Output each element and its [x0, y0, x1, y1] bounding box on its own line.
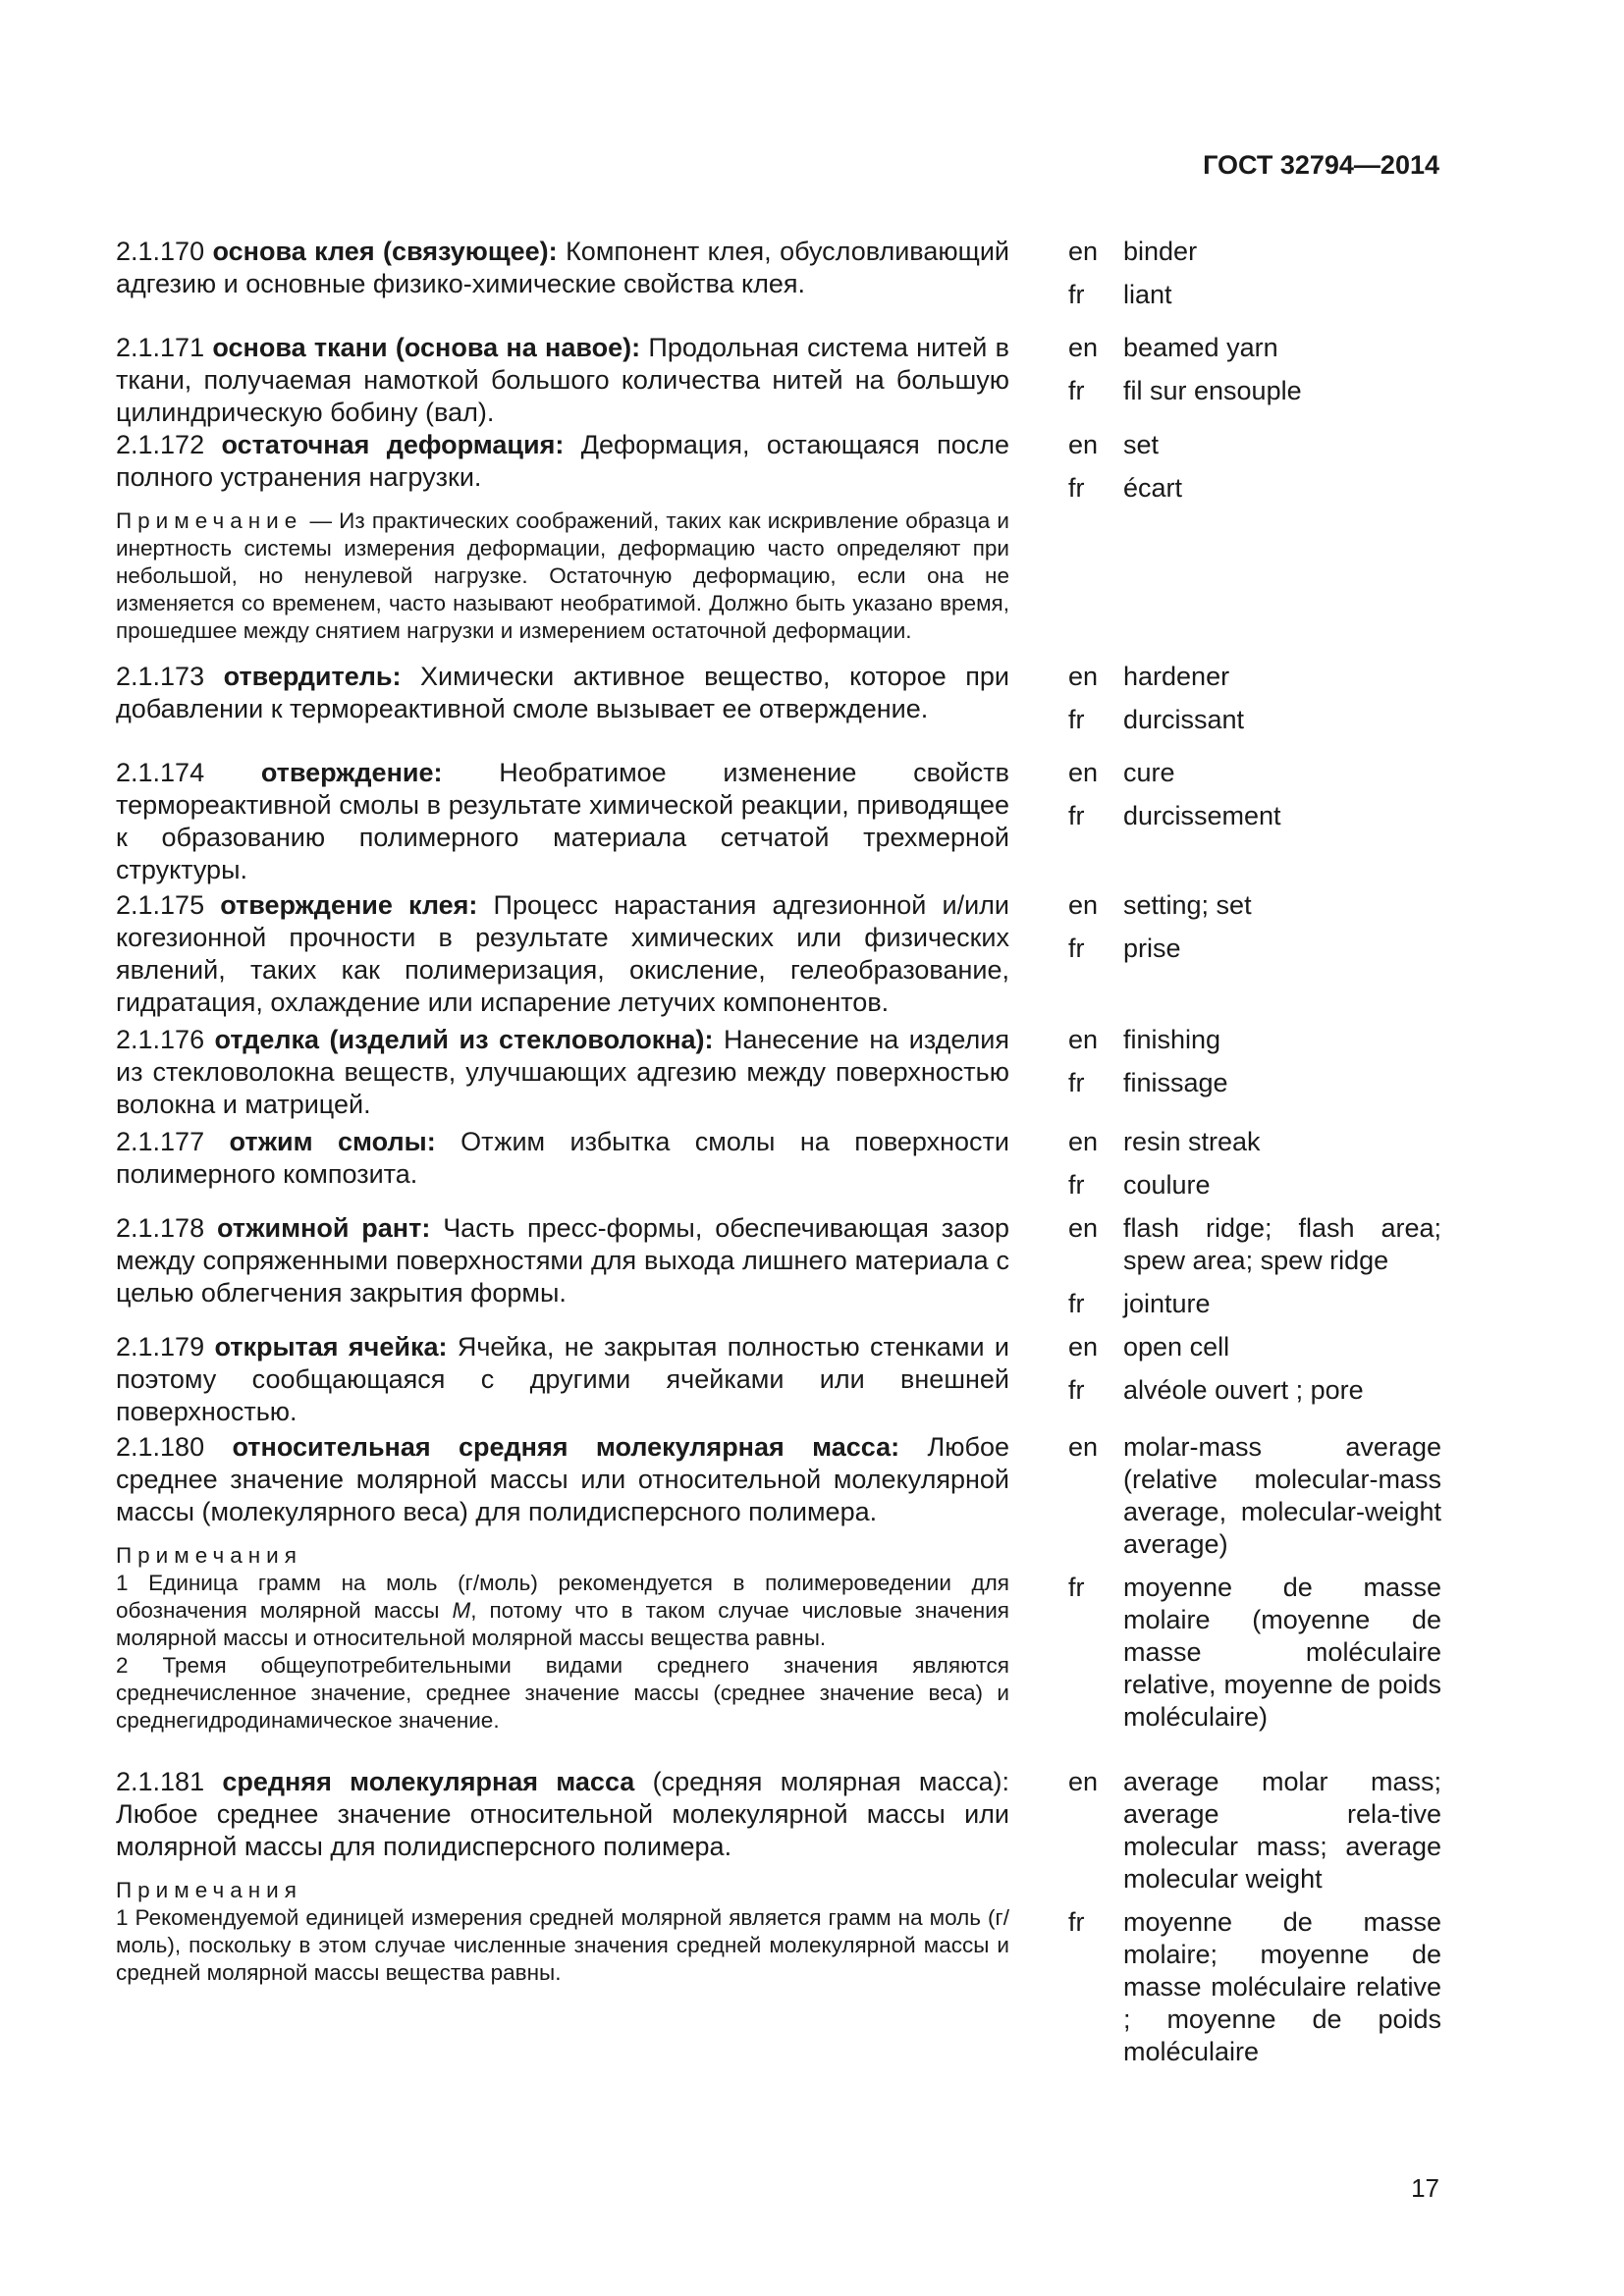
- entry-definition-column: [116, 1126, 1009, 1212]
- entry-number: 2.1.175: [116, 890, 205, 920]
- entry-number: 2.1.177: [116, 1127, 205, 1156]
- entry-text: Продольная система нитей в ткани, получаемая намоткой большого количества нитей на большую цилиндрическую бобину (вал).: [116, 333, 1009, 427]
- en-term: hardener: [1123, 662, 1230, 691]
- entry-number: 2.1.173: [116, 662, 205, 691]
- entry-term: отвердитель:: [223, 662, 402, 691]
- note-item: [116, 1904, 1009, 1987]
- entry-definition: [116, 1126, 1009, 1191]
- lang-code-fr: fr: [1068, 1573, 1085, 1602]
- entry-definition-column: [116, 1331, 1009, 1428]
- entry-term: отжим смолы:: [229, 1127, 436, 1156]
- note-paragraph: [116, 507, 1009, 645]
- note-heading: [116, 1877, 1009, 1904]
- entry-term: остаточная деформация:: [221, 430, 565, 459]
- en-equivalent: [1068, 1212, 1441, 1277]
- note-label: Примечания: [116, 1543, 302, 1568]
- glossary-entry: [116, 1024, 1441, 1121]
- entry-equivalents: [1068, 757, 1441, 886]
- glossary-entry: [116, 1431, 1441, 1744]
- entry-equivalents: [1068, 236, 1441, 322]
- entry-equivalents: [1068, 1126, 1441, 1212]
- fr-equivalent: [1068, 704, 1441, 736]
- en-equivalent: [1068, 236, 1441, 268]
- entry-term: отверждение:: [260, 758, 443, 787]
- entry-term: относительная средняя молекулярная масса:: [232, 1432, 900, 1462]
- entry-equivalents: [1068, 1331, 1441, 1428]
- lang-code-fr: fr: [1068, 280, 1085, 309]
- entry-note: [116, 507, 1009, 645]
- entry-text: Деформация, остающаяся после полного устранения нагрузки.: [116, 430, 1009, 492]
- entry-term: открытая ячейка:: [214, 1332, 448, 1362]
- entry-number: 2.1.172: [116, 430, 205, 459]
- entry-text: Отжим избытка смолы на поверхности полимерного композита.: [116, 1127, 1009, 1189]
- glossary-content: [116, 236, 1441, 2079]
- entry-text: Химически активное вещество, которое при добавлении к термореактивной смоле вызывает ее отверждение.: [116, 662, 1009, 723]
- entry-term: отделка (изделий из стекловолокна):: [214, 1025, 714, 1054]
- fr-equivalent: [1068, 1288, 1441, 1320]
- glossary-entry: [116, 1331, 1441, 1428]
- en-term: molar-mass average (relative molecular-mass average, molecular-weight average): [1123, 1432, 1441, 1559]
- entry-text: Часть пресс-формы, обеспечивающая зазор между сопряженными поверхностями для выхода лишнего материала с целью облегчения закрытия формы.: [116, 1213, 1009, 1308]
- en-equivalent: [1068, 1126, 1441, 1158]
- fr-term: écart: [1123, 473, 1183, 503]
- en-term: binder: [1123, 237, 1198, 266]
- entry-definition: [116, 1431, 1009, 1528]
- molar-mass-symbol: M: [452, 1598, 471, 1623]
- entry-equivalents: [1068, 429, 1441, 645]
- entry-definition: [116, 332, 1009, 429]
- entry-definition-column: [116, 1024, 1009, 1121]
- fr-term: prise: [1123, 934, 1181, 963]
- note-text: — Из практических соображений, таких как искривление образца и инертность системы измерения деформации, деформацию часто определяют при небольшой, но ненулевой нагрузке. Остаточную деформацию, если она не изменяется со временем, часто называют необратимой. Должно быть указано время, прошедшее между снятием нагрузки и измерением остаточной деформации.: [116, 508, 1009, 643]
- entry-text: Любое среднее значение молярной массы или относительной молекулярной массы (молекулярного веса) для полидисперсного полимера.: [116, 1432, 1009, 1526]
- en-equivalent: [1068, 332, 1441, 364]
- glossary-entry: [116, 429, 1441, 645]
- en-equivalent: [1068, 1331, 1441, 1363]
- entry-definition-column: [116, 889, 1009, 1019]
- entry-equivalents: [1068, 889, 1441, 1019]
- entry-definition: [116, 1212, 1009, 1309]
- page-number: 17: [1411, 2173, 1439, 2203]
- en-term: flash ridge; flash area; spew area; spew ridge: [1123, 1213, 1441, 1275]
- entry-definition-column: [116, 1766, 1009, 2079]
- entry-note: [116, 1877, 1009, 1987]
- document-header: ГОСТ 32794—2014: [1203, 150, 1439, 180]
- en-term: finishing: [1123, 1025, 1221, 1054]
- fr-term: coulure: [1123, 1170, 1211, 1200]
- glossary-entry: [116, 757, 1441, 886]
- lang-code-fr: fr: [1068, 1375, 1085, 1405]
- en-term: resin streak: [1123, 1127, 1261, 1156]
- entry-definition: [116, 236, 1009, 300]
- entry-note: [116, 1542, 1009, 1735]
- fr-equivalent: [1068, 472, 1441, 505]
- entry-equivalents: [1068, 1431, 1441, 1744]
- note-item: [116, 1570, 1009, 1652]
- glossary-entry: [116, 661, 1441, 747]
- entry-term: основа ткани (основа на навое):: [212, 333, 641, 362]
- glossary-entry: [116, 1212, 1441, 1331]
- entry-term: отверждение клея:: [220, 890, 478, 920]
- entry-definition-column: [116, 429, 1009, 645]
- note-label: Примечание: [116, 508, 303, 533]
- glossary-entry: [116, 236, 1441, 322]
- entry-number: 2.1.181: [116, 1767, 205, 1796]
- fr-equivalent: [1068, 375, 1441, 407]
- entry-definition: [116, 757, 1009, 886]
- note-item-text: 1 Единица грамм на моль (г/моль) рекомендуется в полимероведении для обозначения молярной массы: [116, 1571, 1009, 1623]
- fr-term: fil sur ensouple: [1123, 376, 1302, 405]
- entry-definition: [116, 1331, 1009, 1428]
- lang-code-fr: fr: [1068, 1907, 1085, 1937]
- lang-code-en: en: [1068, 1025, 1099, 1054]
- lang-code-en: en: [1068, 1127, 1099, 1156]
- en-equivalent: [1068, 429, 1441, 461]
- glossary-entry: [116, 889, 1441, 1019]
- en-term: setting; set: [1123, 890, 1252, 920]
- note-item-text: 2 Тремя общеупотребительными видами среднего значения являются среднечисленное значение, среднее значение массы (среднее значение веса) и среднегидродинамическое значение.: [116, 1653, 1009, 1733]
- entry-text: Процесс нарастания адгезионной и/или когезионной прочности в результате химических или физических явлений, таких как полимеризация, окисление, гелеобразование, гидратация, охлаждение или испарение летучих компонентов.: [116, 890, 1009, 1017]
- entry-definition-column: [116, 757, 1009, 886]
- en-equivalent: [1068, 1431, 1441, 1561]
- entry-number: 2.1.171: [116, 333, 205, 362]
- lang-code-fr: fr: [1068, 1170, 1085, 1200]
- entry-definition: [116, 1024, 1009, 1121]
- lang-code-en: en: [1068, 662, 1099, 691]
- entry-number: 2.1.179: [116, 1332, 205, 1362]
- fr-equivalent: [1068, 1169, 1441, 1201]
- entry-definition-column: [116, 332, 1009, 429]
- fr-equivalent: [1068, 1906, 1441, 2068]
- en-equivalent: [1068, 889, 1441, 922]
- note-heading: [116, 1542, 1009, 1570]
- entry-definition-column: [116, 1431, 1009, 1744]
- entry-text: Компонент клея, обусловливающий адгезию и основные физико-химические свойства клея.: [116, 237, 1009, 298]
- lang-code-en: en: [1068, 1432, 1099, 1462]
- en-equivalent: [1068, 1766, 1441, 1896]
- en-term: set: [1123, 430, 1160, 459]
- fr-term: jointure: [1123, 1289, 1211, 1318]
- entry-text: Ячейка, не закрытая полностью стенками и поэтому сообщающаяся с другими ячейками или внешней поверхностью.: [116, 1332, 1009, 1426]
- en-term: average molar mass; average rela-tive molecular mass; average molecular weight: [1123, 1767, 1441, 1894]
- lang-code-fr: fr: [1068, 376, 1085, 405]
- lang-code-fr: fr: [1068, 1289, 1085, 1318]
- lang-code-fr: fr: [1068, 1068, 1085, 1097]
- lang-code-fr: fr: [1068, 934, 1085, 963]
- lang-code-fr: fr: [1068, 801, 1085, 830]
- entry-text: Нанесение на изделия из стекловолокна веществ, улучшающих адгезию между поверхностью волокна и матрицей.: [116, 1025, 1009, 1119]
- entry-text: (средняя молярная масса): Любое среднее значение относительной молекулярной массы или молярной массы для полидисперсного полимера.: [116, 1767, 1009, 1861]
- entry-definition: [116, 889, 1009, 1019]
- lang-code-en: en: [1068, 430, 1099, 459]
- fr-term: liant: [1123, 280, 1172, 309]
- note-item: [116, 1652, 1009, 1735]
- fr-equivalent: [1068, 1374, 1441, 1407]
- en-term: beamed yarn: [1123, 333, 1278, 362]
- fr-equivalent: [1068, 279, 1441, 311]
- glossary-entry: [116, 332, 1441, 429]
- entry-equivalents: [1068, 1212, 1441, 1331]
- lang-code-fr: fr: [1068, 705, 1085, 734]
- lang-code-en: en: [1068, 1332, 1099, 1362]
- lang-code-en: en: [1068, 758, 1099, 787]
- note-item-text: 1 Рекомендуемой единицей измерения средней молярной является грамм на моль (г/моль), поскольку в этом случае численные значения средней молекулярной массы и средней молярной массы вещества равны.: [116, 1905, 1009, 1985]
- entry-equivalents: [1068, 1024, 1441, 1121]
- en-term: open cell: [1123, 1332, 1230, 1362]
- glossary-entry: [116, 1126, 1441, 1212]
- entry-definition-column: [116, 661, 1009, 747]
- fr-term: durcissement: [1123, 801, 1281, 830]
- entry-number: 2.1.178: [116, 1213, 205, 1243]
- lang-code-fr: fr: [1068, 473, 1085, 503]
- fr-term: moyenne de masse molaire; moyenne de masse moléculaire relative ; moyenne de poids moléculaire: [1123, 1907, 1441, 2066]
- entry-definition: [116, 1766, 1009, 1863]
- fr-term: moyenne de masse molaire (moyenne de masse moléculaire relative, moyenne de poids moléculaire): [1123, 1573, 1441, 1732]
- entry-number: 2.1.174: [116, 758, 205, 787]
- entry-definition: [116, 661, 1009, 725]
- entry-term: средняя молекулярная масса: [222, 1767, 635, 1796]
- entry-equivalents: [1068, 1766, 1441, 2079]
- entry-number: 2.1.180: [116, 1432, 205, 1462]
- entry-definition: [116, 429, 1009, 494]
- fr-equivalent: [1068, 1572, 1441, 1734]
- fr-term: finissage: [1123, 1068, 1228, 1097]
- entry-text: Необратимое изменение свойств термореактивной смолы в результате химической реакции, приводящее к образованию полимерного материала сетчатой трехмерной структуры.: [116, 758, 1009, 884]
- note-label: Примечания: [116, 1878, 302, 1902]
- fr-equivalent: [1068, 800, 1441, 832]
- glossary-entry: [116, 1766, 1441, 2079]
- lang-code-en: en: [1068, 333, 1099, 362]
- entry-definition-column: [116, 236, 1009, 322]
- lang-code-en: en: [1068, 1767, 1099, 1796]
- entry-definition-column: [116, 1212, 1009, 1331]
- en-equivalent: [1068, 1024, 1441, 1056]
- en-equivalent: [1068, 757, 1441, 789]
- en-term: cure: [1123, 758, 1175, 787]
- note-item-text: , потому что в таком случае числовые значения молярной массы и относительной молярной массы вещества равны.: [116, 1598, 1009, 1650]
- entry-equivalents: [1068, 332, 1441, 429]
- lang-code-en: en: [1068, 890, 1099, 920]
- entry-number: 2.1.176: [116, 1025, 205, 1054]
- fr-equivalent: [1068, 933, 1441, 965]
- entry-term: отжимной рант:: [216, 1213, 431, 1243]
- fr-equivalent: [1068, 1067, 1441, 1099]
- en-equivalent: [1068, 661, 1441, 693]
- entry-number: 2.1.170: [116, 237, 205, 266]
- entry-equivalents: [1068, 661, 1441, 747]
- fr-term: alvéole ouvert ; pore: [1123, 1375, 1364, 1405]
- entry-term: основа клея (связующее):: [212, 237, 558, 266]
- lang-code-en: en: [1068, 1213, 1099, 1243]
- lang-code-en: en: [1068, 237, 1099, 266]
- fr-term: durcissant: [1123, 705, 1245, 734]
